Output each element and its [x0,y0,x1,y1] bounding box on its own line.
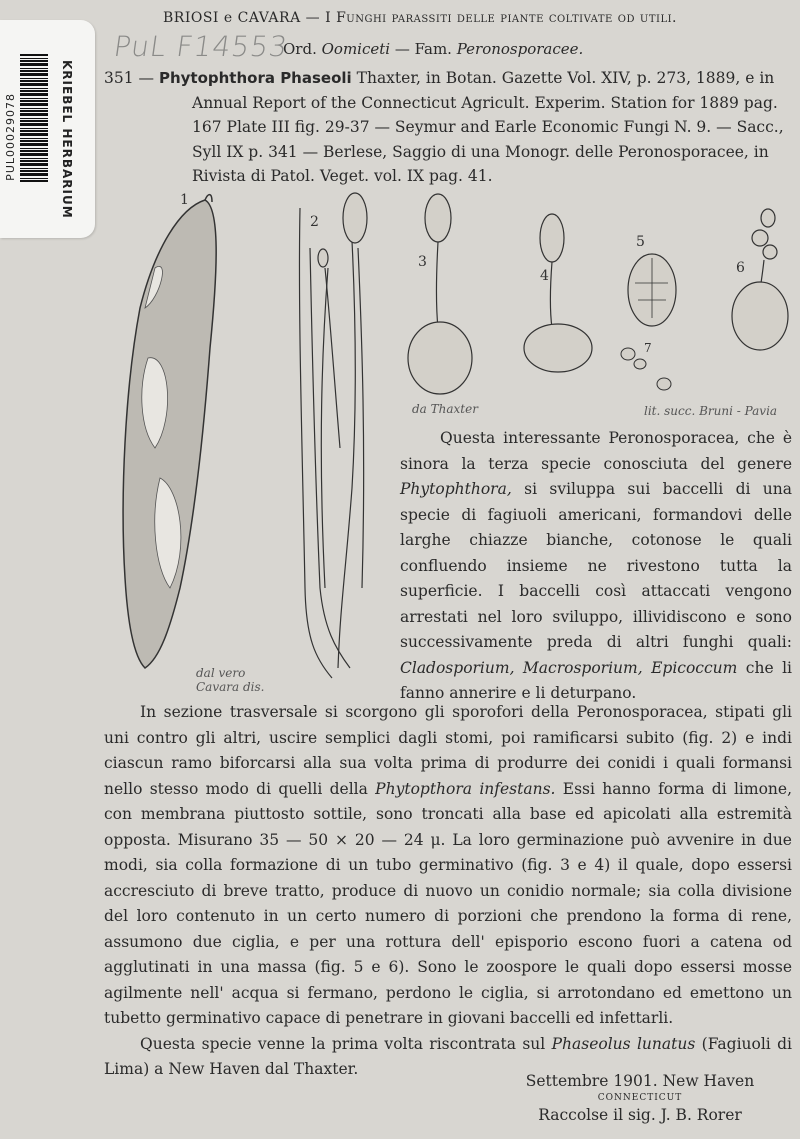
fig4-label: 4 [540,268,549,284]
para2-text-a: In sezione trasversale si scorgono gli sporofori della Peronosporacea, stipati gli uni contro gli altri, uscire semplici dagli stomi, poi ramificarsi subito (fig. 2) e indi ciascun ramo biforcarsi alla sua volta prima di produrre dei conidi i quali formansi nello stesso modo di quelli della [104,703,792,798]
credit-lithographer: lit. succ. Bruni - Pavia [644,404,778,418]
para2-species: Phytopthora infestans. [375,779,556,798]
handwritten-reference: PuL F14553 [111,30,291,63]
fig3-label: 3 [418,254,427,270]
description-paragraph-1 [400,426,792,707]
para1-fungi: Cladosporium, Macrosporium, Epicoccum [400,658,738,677]
barcode-icon [20,54,48,182]
family-name: Peronosporacee. [456,40,584,58]
herbarium-label [0,20,95,238]
para3-text-b: (Fagiuoli di Lima) a New Haven dal Thaxter. [104,1034,792,1078]
credit-drawn-by: dal vero Cavara dis. [196,666,265,694]
fig1-label: 1 [180,192,189,208]
description-main [104,700,792,1083]
species-number: 351 [104,69,134,87]
order-label: Ord. [283,40,317,58]
fig6-label: 6 [736,260,745,276]
collector: Raccolse il sig. J. B. Rorer [538,1106,742,1124]
fig5-label: 5 [636,234,645,250]
credit-after-thaxter: da Thaxter [412,402,478,416]
collection-signature [510,1070,770,1126]
collection-date-place: Settembre 1901. New Haven [525,1072,755,1090]
para2-text-b: Essi hanno forma di limone, con membrana piuttosto sottile, sono troncati alla base ed apicolati alla estremità opposta. Misurano 35 — 50 × 20 — 24 μ. La loro germinazione può avvenire in due modi, sia colla formazione di un tubo germinativo (fig. 3 e 4) il quale, dopo essersi accresciuto di breve tratto, produce di nuovo un conidio normale; sia colla divisione del loro contenuto in un certo numero di porzioni che prendono la forma di rene, assumono due ciglia, e per una rottura dell' episporio escono fuori a catena od agglutinati in una massa (fig. 5 e 6). Sono le zoospore le quali dopo essersi mosse agilmente nell' acqua si fermano, perdono le ciglia, si arrotondano ed emettono un tubetto germinativo capace di penetrare in giovani baccelli ed infettarli. [104,779,792,1027]
collection-state: CONNECTICUT [597,1093,683,1103]
para1-text-c: che li fanno annerire e li deturpano. [400,658,792,702]
order-name: Oomiceti [321,40,391,58]
para3-host: Phaseolus lunatus [551,1034,696,1053]
order-family-line: Ord. Oomiceti — Fam. Peronosporacee. [283,40,584,58]
species-name: Phytophthora Phaseoli [158,69,352,87]
header-title: I Funghi parassiti delle piante coltivate od utili. [325,10,678,26]
family-label: Fam. [414,40,452,58]
fig7-label: 7 [644,341,652,355]
fig3-germination [408,194,472,394]
header-authors: BRIOSI e CAVARA [162,10,301,26]
fig5-zoospore-division [628,254,676,326]
reference-line1: Thaxter, in Botan. Gazette Vol. XIV, p. 273, 1889, e in [356,69,775,87]
fig2-sporophores [299,193,367,678]
fig1-bean-pod [123,195,216,668]
para1-genus: Phytophthora, [400,480,512,498]
page-header: BRIOSI e CAVARA — I Funghi parassiti delle piante coltivate od utili. [162,10,678,26]
para1-text-b: si sviluppa sui baccelli di una specie di fagiuoli americani, formandovi delle larghe chiazze bianche, cotonose le quali confluendo insieme ne rivestono tutta la superficie. I baccelli così attaccati vengono arrestati nel loro sviluppo, illividiscono e sono successivamente preda di altri funghi quali: [400,480,792,651]
reference-rest: Annual Report of the Connecticut Agricult. Experim. Station for 1889 pag. 167 Plate III fig. 29-37 — Seymur and Earle Economic Fungi N. 9. — Sacc., Syll IX p. 341 — Berlese, Saggio di una Monogr. delle Peronosporacee, in Rivista di Patol. Veget. vol. IX pag. 41. [192,93,784,185]
bibliographic-reference: 351 — Phytophthora Phaseoli Thaxter, in Botan. Gazette Vol. XIV, p. 273, 1889, e in Annual Report of the Connecticut Agricult. Experim. Station for 1889 pag. 167 Plate III fig. 29-37 — Seymur and Earle Economic Fungi N. 9. — Sacc., Syll IX p. 341 — Berlese, Saggio di una Monogr. delle Peronosporacee, in Rivista di Patol. Veget. vol. IX pag. 41. [104,66,790,189]
fig6-zoospore-release [732,209,788,350]
para3-text-a: Questa specie venne la prima volta riscontrata sul [140,1034,552,1053]
description-paragraph-2 [104,700,792,1032]
fig2-label: 2 [310,214,319,230]
para1-text-a: Questa interessante Peronosporacea, che è sinora la terza specie conosciuta del genere [400,429,792,473]
fig4-germination [524,214,592,372]
barcode-code: PUL00029078 [4,93,17,181]
herbarium-name: KRIEBEL HERBARIUM [60,60,74,219]
